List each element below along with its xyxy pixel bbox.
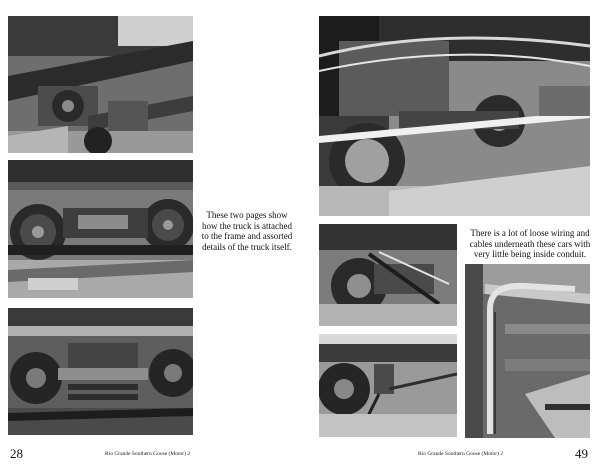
left-page-number: 28 bbox=[10, 446, 23, 461]
left-caption-line-2: how the truck is attached bbox=[202, 220, 292, 231]
photo-truck-wheels-springs bbox=[8, 308, 193, 435]
photo-conduit-underbody bbox=[465, 264, 590, 438]
photo-wheel-axle-closeup bbox=[319, 334, 457, 437]
left-caption bbox=[198, 210, 296, 252]
photo-underframe-wiring-large bbox=[319, 16, 590, 216]
left-caption-line-1: These two pages show bbox=[206, 210, 288, 220]
right-page bbox=[300, 0, 600, 464]
right-page-number: 49 bbox=[575, 446, 588, 461]
left-footer: Rio Grande Southern Goose (Motor) 2 bbox=[105, 451, 191, 457]
right-caption bbox=[465, 228, 595, 260]
right-caption-line-1: There is a lot of loose wiring and bbox=[470, 228, 590, 238]
right-footer: Rio Grande Southern Goose (Motor) 2 bbox=[418, 451, 504, 457]
left-caption-line-3: to the frame and assorted bbox=[201, 231, 293, 241]
photo-truck-wiring-closeup bbox=[319, 224, 457, 326]
left-caption-line-4: details of the truck itself. bbox=[202, 241, 292, 252]
right-caption-line-3: very little being inside conduit. bbox=[473, 249, 587, 259]
photo-truck-side-chain bbox=[8, 160, 193, 298]
photo-truck-frame-bracket bbox=[8, 16, 193, 153]
right-caption-line-2: cables underneath these cars with bbox=[469, 238, 591, 249]
